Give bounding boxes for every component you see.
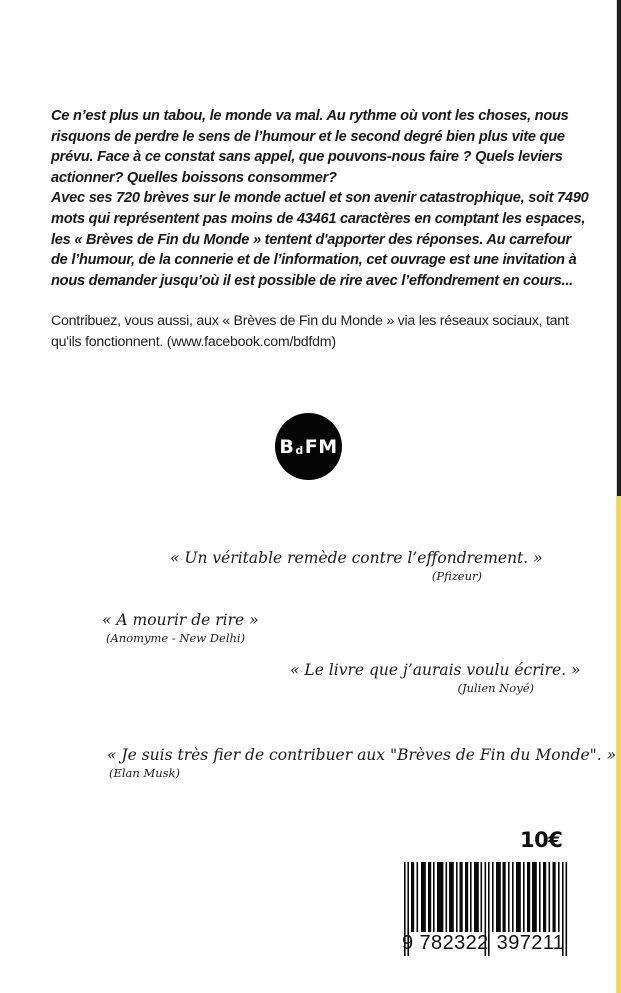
blurb-paragraph-2: Avec ses 720 brèves sur le monde actuel et son avenir catastrophique, soit 7490 mots qui représentent pas moins de 43461 caractères en comptant les espaces, les « Brèves de Fin du Monde » tentent d'apporter des réponses. Au carrefour de l’humour, de la connerie et de l’information, cet ouvrage est une invitation à nous demander jusqu’où il est possible de rire avec l’effondrement en cours... — [51, 190, 589, 289]
logo-letters-fm: FM — [304, 435, 338, 458]
quote-text: « A mourir de rire » — [102, 611, 259, 629]
logo-letter-b: B — [279, 435, 295, 458]
testimonial-quote — [290, 660, 581, 696]
quote-author: (Anomyme - New Delhi) — [106, 631, 246, 645]
contribute-text: Contribuez, vous aussi, aux « Brèves de Fin du Monde » via les réseaux sociaux, tant qu'ils fonctionnent. (www.facebook.com/bdfdm) — [51, 313, 569, 350]
contribute-note — [51, 311, 591, 352]
quote-text: « Je suis très fier de contribuer aux "Brèves de Fin du Monde". » — [107, 746, 617, 764]
cover-edge-yellow — [617, 496, 621, 993]
logo-letter-d: d — [295, 444, 304, 457]
isbn-number — [402, 932, 564, 955]
quote-author: (Julien Noyé) — [457, 681, 534, 695]
cover-edge-dark — [617, 0, 621, 496]
quote-text: « Un véritable remède contre l’effondrement. » — [170, 549, 543, 567]
isbn-lead-digit: 9 — [402, 932, 414, 954]
isbn-group-2: 397211 — [496, 932, 565, 954]
testimonial-quote — [102, 610, 302, 646]
quote-text: « Le livre que j’aurais voulu écrire. » — [290, 661, 581, 679]
isbn-group-1: 782322 — [419, 932, 489, 954]
back-cover-blurb — [51, 106, 591, 291]
testimonial-quote — [170, 548, 543, 584]
blurb-paragraph-1: Ce n’est plus un tabou, le monde va mal. Au rythme où vont les choses, nous risquons de perdre le sens de l’humour et le second degré bien plus vite que prévu. Face à ce constat sans appel, que pouvons-nous faire ? Quels leviers actionner? Quelles boissons consommer? — [51, 108, 569, 186]
quote-author: (Pfizeur) — [431, 569, 482, 583]
price-label: 10€ — [520, 828, 563, 852]
bdfm-logo — [275, 413, 342, 480]
quote-author: (Elan Musk) — [109, 766, 181, 780]
testimonial-quote — [107, 745, 617, 781]
